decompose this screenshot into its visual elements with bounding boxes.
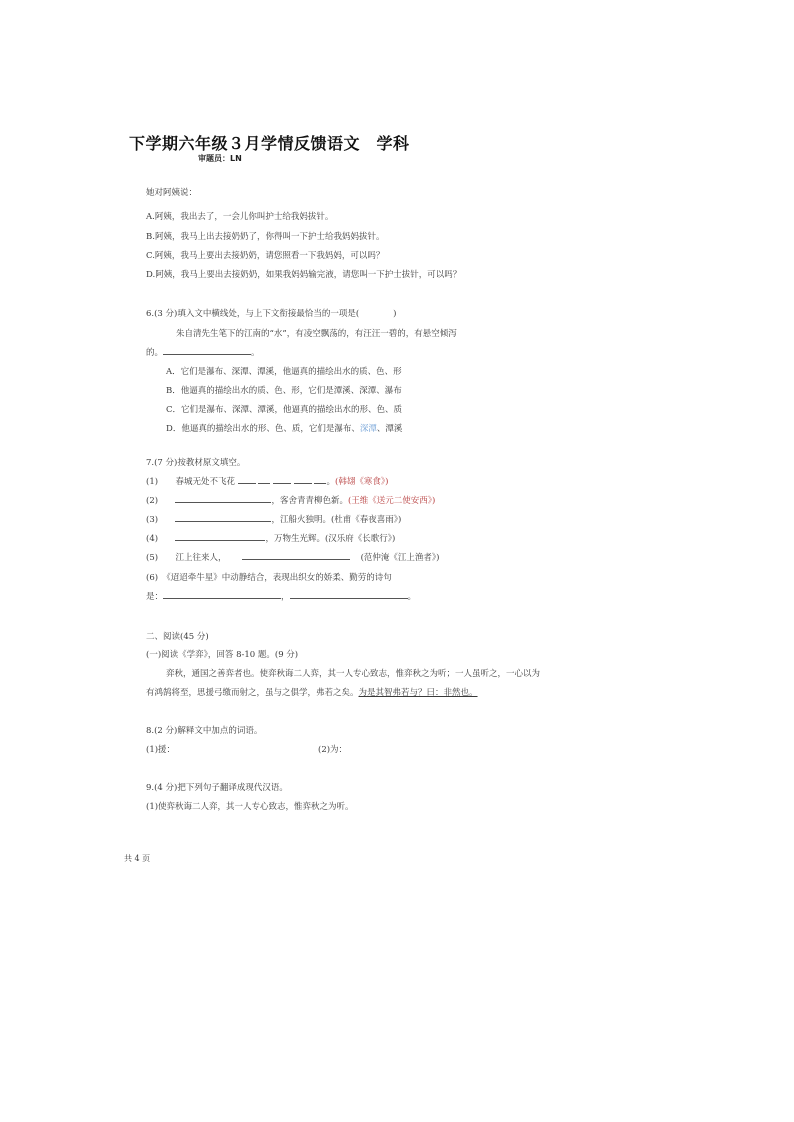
q7-item-5-pre: 江上往来人， xyxy=(175,553,227,563)
q5-option-b: B.阿姨，我马上出去接奶奶了，你得叫一下护士给我妈妈拔针。 xyxy=(146,232,385,242)
q7-item-6-answer xyxy=(146,590,416,602)
q6-option-d-text: D．他逼真的描绘出水的形、色、质，它们是瀑布、 xyxy=(166,424,360,434)
passage-line-1: 弈秋，通国之善弈者也。使弈秋诲二人弈，其一人专心致志，惟弈秋之为听；一人虽听之，一心以为 xyxy=(166,669,541,679)
q7-item-3-blank[interactable] xyxy=(175,513,271,522)
q7-item-1-post: 。 xyxy=(326,477,335,487)
q7-item-1-blank-3[interactable] xyxy=(273,475,291,484)
q7-item-6-prefix: 是： xyxy=(146,592,164,602)
q7-item-6-end: 。 xyxy=(407,592,417,602)
q7-item-1-source: (韩翃《寒食》) xyxy=(335,477,389,487)
passage-underlined-sentence: 为是其智弗若与？曰：非然也。 xyxy=(358,688,478,698)
q7-item-2-blank[interactable] xyxy=(175,494,271,503)
section-2-subheading: (一)阅读《学弈》，回答 8-10 题。(9 分) xyxy=(146,650,299,660)
q6-option-a: A．它们是瀑布、深潭、潭溪，他逼真的描绘出水的质、色、形 xyxy=(166,367,402,377)
page-title: 下学期六年级３月学情反馈语文 学科 xyxy=(129,134,410,153)
q9-item-1: (1)使弈秋诲二人弈，其一人专心致志，惟弈秋之为听。 xyxy=(146,802,354,812)
q7-item-3-post: ，江船火独明。 xyxy=(271,515,331,525)
q7-item-5-number: (5) xyxy=(146,553,159,563)
q6-option-d-highlight: 深潭 xyxy=(359,424,377,434)
q6-para2-prefix: 的。 xyxy=(146,348,164,358)
q8-stem: 8.(2 分)解释文中加点的词语。 xyxy=(146,726,263,736)
q7-item-1 xyxy=(146,475,388,487)
q7-item-4-post: ，万物生光辉。 xyxy=(265,534,325,544)
q7-item-1-blank-2[interactable] xyxy=(258,475,270,484)
q7-stem: 7.(7 分)按教材原文填空。 xyxy=(146,458,246,468)
passage-line-2 xyxy=(146,686,478,698)
q6-option-b: B．他逼真的描绘出水的质、色、形，它们是潭溪、深潭、瀑布 xyxy=(166,386,402,396)
q7-item-2 xyxy=(146,494,435,506)
q7-item-1-number: (1) xyxy=(146,477,159,487)
q8-item-1: (1)援： xyxy=(146,745,176,755)
passage-line-2-text: 有鸿鹄将至，思援弓缴而射之，虽与之俱学，弗若之矣。 xyxy=(146,688,359,698)
q7-item-6-blank-2[interactable] xyxy=(290,590,408,599)
q7-item-4-blank[interactable] xyxy=(175,532,265,541)
q6-paragraph-line2 xyxy=(146,346,260,358)
q7-item-1-pre: 春城无处不飞花 xyxy=(175,477,235,487)
q7-item-3-source: (杜甫《春夜喜雨》) xyxy=(330,515,402,525)
q7-item-1-blank-5[interactable] xyxy=(314,475,326,484)
q7-item-4-number: (4) xyxy=(146,534,159,544)
q6-answer-blank[interactable] xyxy=(163,346,251,355)
q7-item-4-source: (汉乐府《长歌行》) xyxy=(324,534,396,544)
q7-item-4 xyxy=(146,532,395,544)
q7-item-2-number: (2) xyxy=(146,496,159,506)
q5-lead: 她对阿姨说： xyxy=(146,188,198,198)
q6-para2-suffix: 。 xyxy=(251,348,260,358)
q6-option-d xyxy=(166,422,402,434)
q5-option-a: A.阿姨，我出去了，一会儿你叫护士给我妈拔针。 xyxy=(146,212,334,222)
q6-paragraph-line1: 朱自清先生笔下的江南的“水”，有凌空飘荡的，有汪汪一碧的，有悬空倾泻 xyxy=(176,329,457,339)
q7-item-3 xyxy=(146,513,401,525)
q7-item-5-blank[interactable] xyxy=(242,551,350,560)
q7-item-2-source: (王维《送元二使安西》) xyxy=(347,496,436,506)
q5-option-d: D.阿姨，我马上要出去接奶奶，如果我妈妈输完液，请您叫一下护士拔针，可以吗？ xyxy=(146,270,462,280)
q9-stem: 9.(4 分)把下列句子翻译成现代汉语。 xyxy=(146,783,288,793)
page-count-footer: 共 4 页 xyxy=(124,854,151,863)
q7-item-6: (6) 《迢迢牵牛星》中动静结合，表现出织女的娇柔、勤劳的诗句 xyxy=(146,573,392,583)
q7-item-1-blank-1[interactable] xyxy=(238,475,256,484)
q6-option-c: C．它们是瀑布、深潭、潭溪，他逼真的描绘出水的形、色、质 xyxy=(166,405,403,415)
q6-stem: 6.(3 分)填入文中横线处，与上下文衔接最恰当的一项是( ) xyxy=(146,309,397,319)
q7-item-6-separator: ， xyxy=(281,592,290,602)
q7-item-2-post: ，客舍青青柳色新。 xyxy=(271,496,348,506)
q6-option-d-tail: 、潭溪 xyxy=(376,424,403,434)
q8-item-2: (2)为： xyxy=(318,745,348,755)
q7-item-5-source: (范仲淹《江上渔者》) xyxy=(360,553,440,563)
q7-item-3-number: (3) xyxy=(146,515,159,525)
q7-item-5 xyxy=(146,551,439,563)
q7-item-1-blank-4[interactable] xyxy=(294,475,312,484)
q5-option-c: C.阿姨，我马上要出去接奶奶，请您照看一下我妈妈，可以吗？ xyxy=(146,251,385,261)
q7-item-6-blank-1[interactable] xyxy=(163,590,281,599)
section-2-heading: 二、阅读(45 分) xyxy=(146,632,209,642)
reviewer-label: 审题员：LN xyxy=(198,154,242,163)
